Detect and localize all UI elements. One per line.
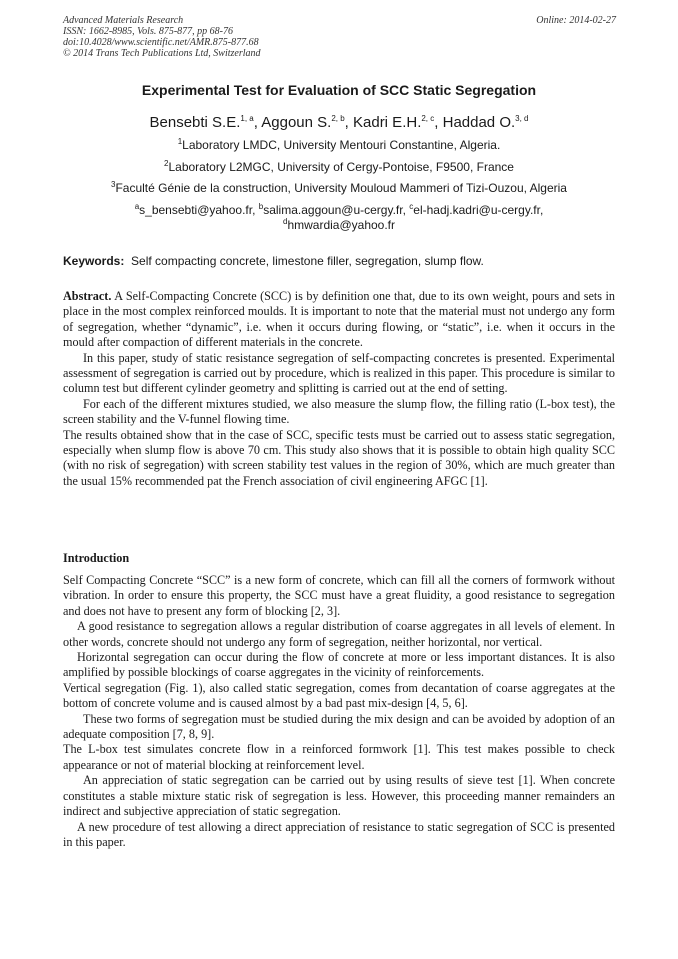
abstract: [63, 289, 615, 489]
abstract-text: A Self-Compacting Concrete (SCC) is by definition one that, due to its own weight, pours and sets in place in the most complex reinforced moulds. It is important to note that the material must not undergo any form of segregation, whether “dynamic”, i.e. when it occurs during flowing, or “static”, i.e. when it occurs in the mould after compaction of different materials in the concrete.: [63, 289, 615, 350]
intro-paragraph: The L-box test simulates concrete flow in a reinforced formwork [1]. This test makes possible to check appearance or not of material blocking at reinforcement level.: [63, 742, 615, 772]
author-sup: 2, b: [331, 114, 345, 123]
affiliation: [0, 138, 678, 152]
journal-header: [63, 15, 261, 59]
introduction-body: [63, 573, 615, 850]
affiliation-text: Laboratory L2MGC, University of Cergy-Pontoise, F9500, France: [168, 160, 514, 174]
journal-name: Advanced Materials Research: [63, 15, 184, 26]
intro-paragraph: Self Compacting Concrete “SCC” is a new form of concrete, which can fill all the corners of formwork without vibration. In order to ensure this property, the SCC must have a great fluidity, a good resistance to segregation and does not have to present any form of blocking [2, 3].: [63, 573, 615, 618]
section-heading: Introduction: [63, 551, 130, 565]
affiliation-sup: 1: [177, 137, 183, 146]
copyright-line: © 2014 Trans Tech Publications Ltd, Switzerland: [63, 48, 261, 59]
author-name: Aggoun S.: [261, 114, 332, 131]
email-sup: b: [258, 202, 264, 211]
abstract-paragraph: [63, 289, 615, 351]
email-link[interactable]: el-hadj.kadri@u-cergy.fr,: [413, 203, 544, 217]
affiliation: [0, 181, 678, 195]
author-sup: 3, d: [515, 114, 529, 123]
intro-paragraph: Vertical segregation (Fig. 1), also called static segregation, comes from decantation of coarse aggregates at the bottom of concrete volume and is caused almost by a bad past mix-design [4, 5, 6].: [63, 680, 615, 711]
intro-paragraph: Horizontal segregation can occur during the flow of concrete at more or less important distances. It is also amplified by possible blockings of coarse aggregates in the vicinity of reinforcements.: [63, 650, 615, 680]
email-line: [0, 218, 678, 232]
email-sup: c: [409, 202, 414, 211]
abstract-label: Abstract.: [63, 289, 112, 303]
email-line: [0, 203, 678, 217]
author-name: Bensebti S.E.: [149, 114, 241, 131]
author-name: Kadri E.H.: [353, 114, 422, 131]
abstract-paragraph: The results obtained show that in the case of SCC, specific tests must be carried out to assess static segregation, especially when slump flow is above 70 cm. This study also shows that it is possible to obtain high quality SCC (with no risk of segregation) with screen stability test values in the region of 30%, which are much greater than the usual 15% recommended pat the French association of civil engineering AFGC [1].: [63, 427, 615, 488]
issn-line: ISSN: 1662-8985, Vols. 875-877, pp 68-76: [63, 26, 233, 37]
affiliation-text: Faculté Génie de la construction, University Mouloud Mammeri of Tizi-Ouzou, Algeria: [115, 181, 567, 195]
author-name: Haddad O.: [442, 114, 516, 131]
abstract-paragraph: In this paper, study of static resistance segregation of self-compacting concretes is presented. Experimental assessment of segregation is carried out by procedure, which is realized in this paper. This procedure is similar to column test but different cylinder geometry and splitting is carried out at the end of setting.: [63, 350, 615, 396]
affiliation-text: Laboratory LMDC, University Mentouri Constantine, Algeria.: [182, 138, 501, 152]
doi-line: doi:10.4028/www.scientific.net/AMR.875-877.68: [63, 37, 259, 48]
affiliation-sup: 3: [111, 180, 116, 189]
intro-paragraph: An appreciation of static segregation can be carried out by using results of sieve test [1]. When concrete constitutes a stable mixture static risk of segregation is less. However, this proceeding manner remainders an indirect and subjective appreciation of static segregation.: [63, 773, 615, 819]
affiliation: [0, 160, 678, 174]
abstract-paragraph: For each of the different mixtures studied, we also measure the slump flow, the filling ratio (L-box test), the screen stability and the V-funnel flowing time.: [63, 396, 615, 427]
author-sup: 1, a: [240, 114, 254, 123]
email-link[interactable]: s_bensebti@yahoo.fr,: [139, 203, 256, 217]
online-date: Online: 2014-02-27: [536, 15, 616, 26]
author-sup: 2, c: [421, 114, 435, 123]
keywords-label: Keywords:: [63, 254, 125, 268]
intro-paragraph: A good resistance to segregation allows a regular distribution of coarse aggregates in all levels of element. In other words, concrete should not undergo any form of segregation, neither horizontal, nor vertical.: [63, 619, 615, 649]
paper-title: Experimental Test for Evaluation of SCC Static Segregation: [141, 82, 537, 98]
intro-paragraph: These two forms of segregation must be studied during the mix design and can be avoided by adoption of an adequate composition [7, 8, 9].: [63, 711, 615, 742]
email-sup: a: [134, 202, 140, 211]
email-sup: d: [282, 217, 288, 226]
affiliation-sup: 2: [164, 159, 169, 168]
intro-paragraph: A new procedure of test allowing a direct appreciation of resistance to static segregation of SCC is presented in this paper.: [63, 819, 615, 849]
email-link[interactable]: salima.aggoun@u-cergy.fr,: [263, 203, 406, 217]
email-link[interactable]: hmwardia@yahoo.fr: [287, 218, 395, 232]
keywords: [63, 254, 484, 268]
author-list: Bensebti S.E.$^{1, a}$, Aggoun S.$^{2, b}$, Kadri E.H.$^{2, c}$, Haddad O.$^{3, d}$: [149, 114, 529, 131]
keywords-text: Self compacting concrete, limestone filler, segregation, slump flow.: [131, 254, 484, 268]
